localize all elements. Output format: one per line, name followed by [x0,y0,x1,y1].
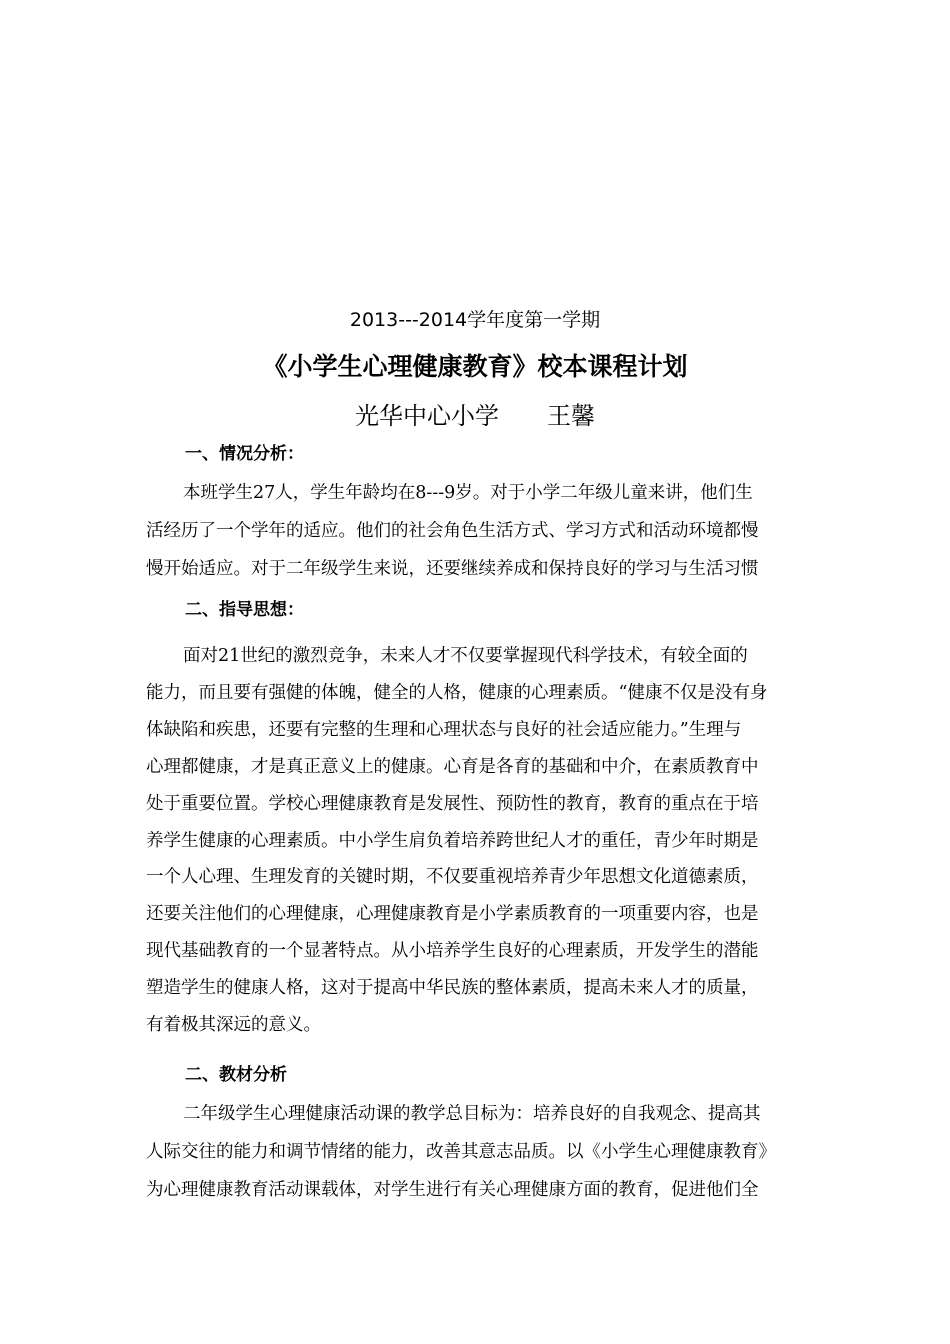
course-title: 《小学生心理健康教育》校本课程计划 [262,352,688,381]
paragraph-line: 二年级学生心理健康活动课的教学总目标为：培养良好的自我观念、提高其 [183,1104,761,1124]
school-name: 光华中心小学 [355,402,499,430]
section-body-material-analysis [146,1095,810,1209]
paragraph-line: 慢开始适应。对于二年级学生来说，还要继续养成和保持良好的学习与生活习惯 [146,559,759,579]
paragraph-line: 体缺陷和疾患，还要有完整的生理和心理状态与良好的社会适应能力。”生理与 [146,719,742,740]
paragraph-line: 面对21世纪的激烈竞争，未来人才不仅要掌握现代科学技术，有较全面的 [183,646,748,666]
paragraph-line: 人际交往的能力和调节情绪的能力，改善其意志品质。以《小学生心理健康教育》 [146,1142,776,1162]
term-title: 2013---2014学年度第一学期 [349,309,601,331]
section-heading-material-analysis: 二、教材分析 [185,1065,287,1085]
author-line [0,397,950,435]
paragraph-line: 活经历了一个学年的适应。他们的社会角色生活方式、学习方式和活动环境都慢 [146,521,759,541]
paragraph-line: 塑造学生的健康人格，这对于提高中华民族的整体素质，提高未来人才的质量， [146,978,759,999]
paragraph-line: 心理都健康，才是真正意义上的健康。心育是各育的基础和中介，在素质教育中 [146,756,759,777]
section-heading-situation: 一、情况分析： [185,444,304,464]
section-body-situation [146,474,810,588]
paragraph-line: 养学生健康的心理素质。中小学生肩负着培养跨世纪人才的重任，青少年时期是 [146,830,759,851]
paragraph-line: 处于重要位置。学校心理健康教育是发展性、预防性的教育，教育的重点在于培 [146,793,759,814]
paragraph-line: 还要关注他们的心理健康，心理健康教育是小学素质教育的一项重要内容，也是 [146,904,759,925]
paragraph-line: 现代基础教育的一个显著特点。从小培养学生良好的心理素质，开发学生的潜能 [146,941,759,962]
paragraph-line: 一个人心理、生理发育的关键时期，不仅要重视培养青少年思想文化道德素质， [146,867,759,888]
paragraph-line: 本班学生27人，学生年龄均在8---9岁。对于小学二年级儿童来讲，他们生 [183,483,753,503]
paragraph-line: 有着极其深远的意义。 [146,1015,321,1036]
paragraph-line: 能力，而且要有强健的体魄，健全的人格，健康的心理素质。“健康不仅是没有身 [146,682,768,703]
section-body-guiding-ideology [146,638,810,1044]
teacher-name: 王馨 [547,402,595,430]
paragraph-line: 为心理健康教育活动课载体，对学生进行有关心理健康方面的教育，促进他们全 [146,1180,759,1200]
section-heading-guiding-ideology: 二、指导思想： [185,600,304,620]
